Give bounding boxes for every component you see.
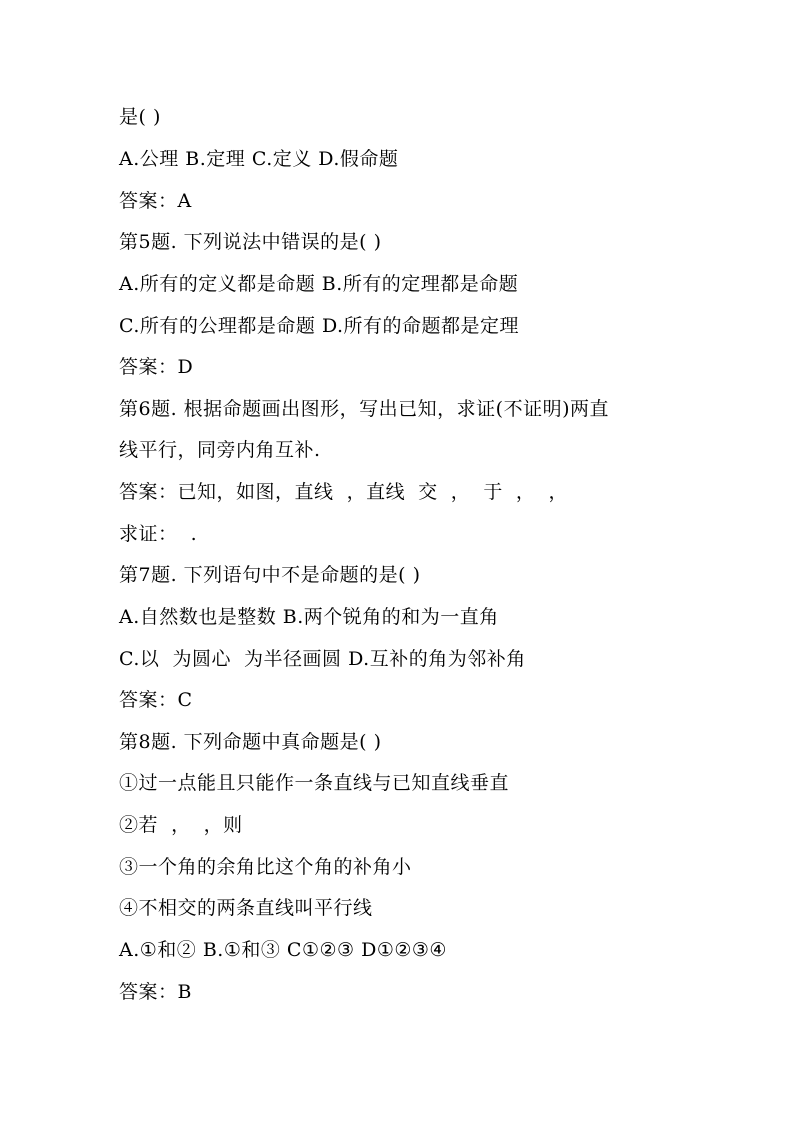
question-4-stem-tail: 是( ) <box>119 106 161 128</box>
question-8-statement-3: ③一个角的余角比这个角的补角小 <box>119 856 412 878</box>
question-8-options: A.①和② B.①和③ C①②③ D①②③④ <box>119 939 447 961</box>
question-7-stem: 第7题. 下列语句中不是命题的是( ) <box>119 564 421 586</box>
question-4-options: A.公理 B.定理 C.定义 D.假命题 <box>119 148 399 170</box>
question-6-stem-line1: 第6题. 根据命题画出图形，写出已知，求证(不证明)两直 <box>119 398 609 420</box>
question-6-stem-line2: 线平行，同旁内角互补. <box>119 439 321 461</box>
question-5-options-cd: C.所有的公理都是命题 D.所有的命题都是定理 <box>119 315 520 337</box>
question-4-answer: 答案：A <box>119 190 192 212</box>
question-8-statement-4: ④不相交的两条直线叫平行线 <box>119 897 373 919</box>
question-6-answer-given: 答案：已知，如图，直线 ，直线 交 ， 于 ， ， <box>119 481 568 503</box>
question-5-stem: 第5题. 下列说法中错误的是( ) <box>119 231 382 253</box>
question-5-options-ab: A.所有的定义都是命题 B.所有的定理都是命题 <box>119 273 519 295</box>
question-5-answer: 答案：D <box>119 356 194 378</box>
question-8-statement-1: ①过一点能且只能作一条直线与已知直线垂直 <box>119 772 510 794</box>
question-7-options-ab: A.自然数也是整数 B.两个锐角的和为一直角 <box>119 606 499 628</box>
question-7-options-cd: C.以 为圆心 为半径画圆 D.互补的角为邻补角 <box>119 648 526 670</box>
question-7-answer: 答案：C <box>119 689 193 711</box>
question-8-answer: 答案：B <box>119 981 192 1003</box>
question-8-statement-2: ②若 ， ，则 <box>119 814 243 836</box>
question-8-stem: 第8题. 下列命题中真命题是( ) <box>119 731 382 753</box>
question-6-answer-prove: 求证： . <box>119 523 198 545</box>
